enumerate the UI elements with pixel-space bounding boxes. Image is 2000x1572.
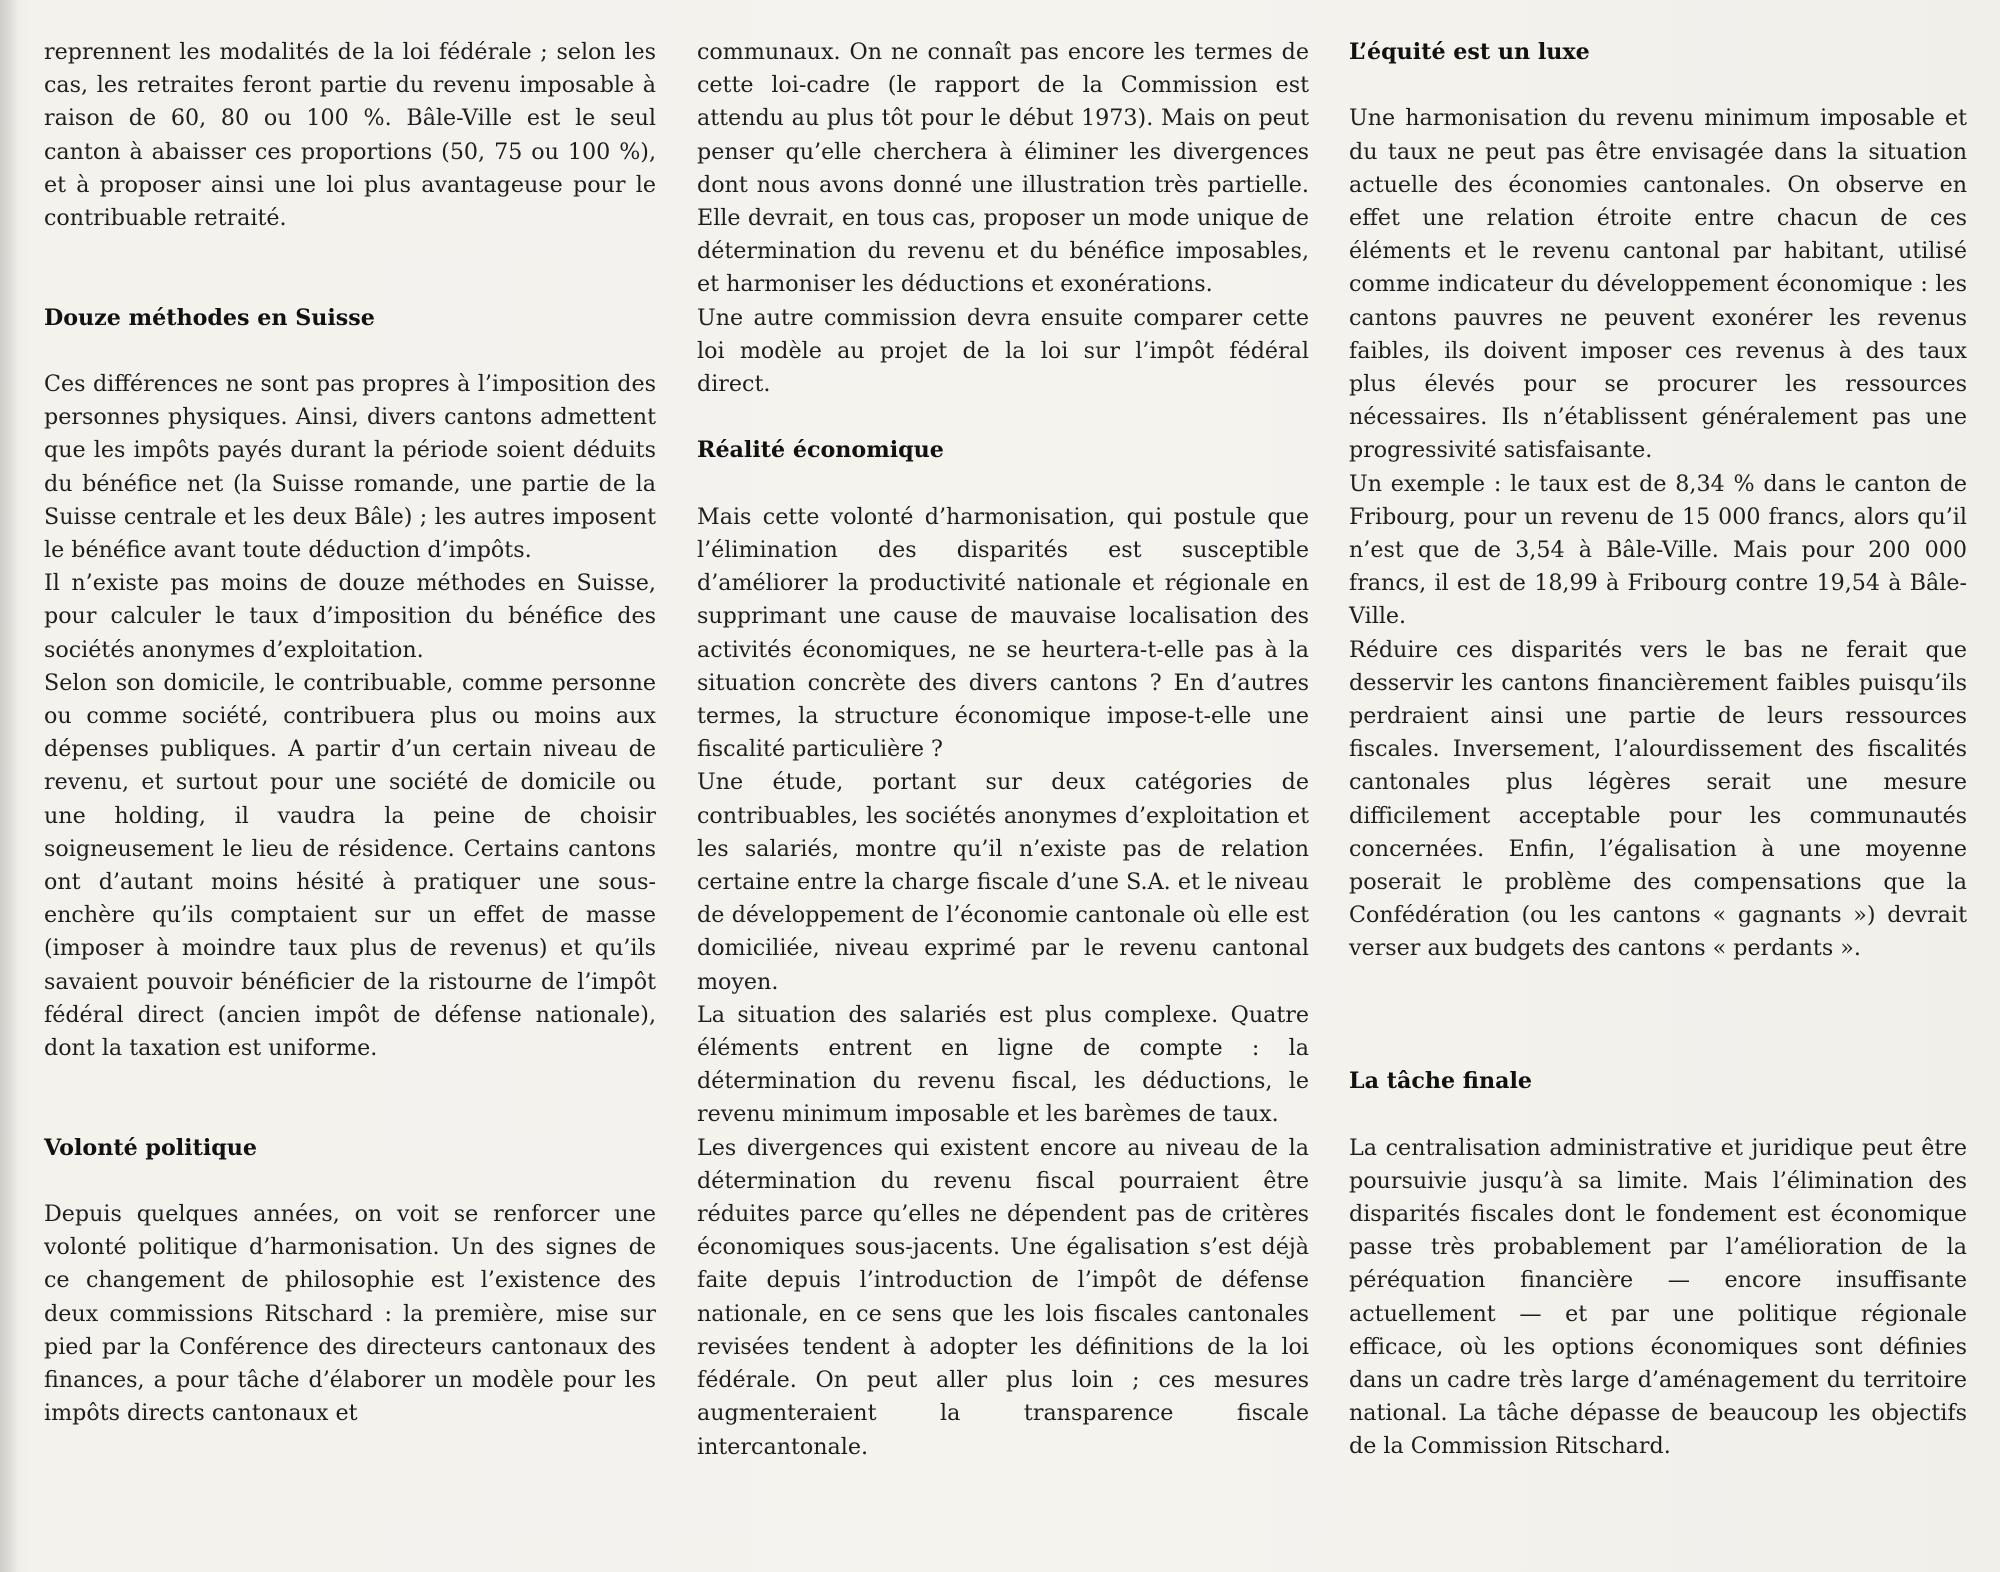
- paragraph-douze-3: Selon son domicile, le contribuable, comme personne ou comme société, contribuera plus ou moins aux dépenses publiques. A partir d’un certain niveau de revenu, et surtout pour une société de domicile ou une holding, il vaudra la peine de choisir soigneusement le lieu de résidence. Certains cantons ont d’autant moins hésité à pratiquer une sous-enchère qu’ils comptaient sur un effet de masse (imposer à moindre taux plus de revenus) et qu’ils savaient pouvoir bénéficier de la ristourne de l’impôt fédéral direct (ancien impôt de défense nationale), dont la taxation est uniforme.: [44, 669, 656, 1062]
- paragraph-douze-1: Ces différences ne sont pas propres à l’imposition des personnes physiques. Ainsi, divers cantons admettent que les impôts payés durant la période soient déduits du bénéfice net (la Suisse romande, une partie de la Suisse centrale et les deux Bâle) ; les autres imposent le bénéfice avant toute déduction d’impôts.: [44, 371, 656, 564]
- column-left: [44, 36, 656, 1430]
- heading-equite-luxe: L’équité est un luxe: [1349, 39, 1590, 65]
- heading-douze-methodes: Douze méthodes en Suisse: [44, 304, 375, 331]
- paragraph-tache: La centralisation administrative et juridique peut être poursuivie jusqu’à sa limite. Mais l’élimination des disparités fiscales dont le fondement est économique passe très probablement par l’amélioration de la péréquation financière — encore insuffisante actuellement — et par une politique régionale efficace, où les options économiques sont définies dans un cadre très large d’aménagement du territoire national. La tâche dépasse de beaucoup les objectifs de la Commission Ritschard.: [1349, 1134, 1967, 1460]
- heading-tache-finale: La tâche finale: [1349, 1068, 1532, 1095]
- binding-shadow: [0, 0, 18, 1572]
- paragraph-realite-1: Mais cette volonté d’harmonisation, qui postule que l’élimination des disparités est susceptible d’améliorer la productivité nationale et régionale en supprimant une cause de mauvaise localisation des activités économiques, ne se heurtera-t-elle pas à la situation concrète des divers cantons ? En d’autres termes, la structure économique impose-t-elle une fiscalité particulière ?: [697, 503, 1309, 763]
- column-right: [1349, 36, 1967, 1464]
- paragraph-continuation-1: communaux. On ne connaît pas encore les termes de cette loi-cadre (le rapport de la Commission est attendu au plus tôt pour le début 1973). Mais on peut penser qu’elle cherchera à éliminer les divergences dont nous avons donné une illustration très partielle. Elle devrait, en tous cas, proposer un mode unique de détermination du revenu et du bénéfice imposables, et harmoniser les déductions et exonérations.: [697, 39, 1309, 298]
- paragraph-equite-1: Une harmonisation du revenu minimum imposable et du taux ne peut pas être envisagée dans la situation actuelle des économies cantonales. On observe en effet une relation étroite entre chacun de ces éléments et le revenu cantonal par habitant, utilisé comme indicateur du développement économique : les cantons pauvres ne peuvent exonérer les revenus faibles, ils doivent imposer ces revenus à des taux plus élevés pour se procurer les ressources nécessaires. Ils n’établissent généralement pas une progressivité satisfaisante.: [1349, 105, 1967, 464]
- paragraph-equite-2: Un exemple : le taux est de 8,34 % dans le canton de Fribourg, pour un revenu de 15 000 francs, alors qu’il n’est que de 3,54 à Bâle-Ville. Mais pour 200 000 francs, il est de 18,99 à Fribourg contre 19,54 à Bâle-Ville.: [1349, 470, 1967, 630]
- paragraph-douze-2: Il n’existe pas moins de douze méthodes en Suisse, pour calculer le taux d’imposition du bénéfice des sociétés anonymes d’exploitation.: [44, 570, 656, 663]
- paragraph-intro: reprennent les modalités de la loi fédérale ; selon les cas, les retraites feront partie du revenu imposable à raison de 60, 80 ou 100 %. Bâle-Ville est le seul canton à abaisser ces proportions (50, 75 ou 100 %), et à proposer ainsi une loi plus avantageuse pour le contribuable retraité.: [44, 39, 656, 232]
- paragraph-volonte: Depuis quelques années, on voit se renforcer une volonté politique d’harmonisation. Un des signes de ce changement de philosophie est l’existence des deux commissions Ritschard : la première, mise sur pied par la Conférence des directeurs cantonaux des finances, a pour tâche d’élaborer un modèle pour les impôts directs cantonaux et: [44, 1201, 656, 1427]
- paragraph-continuation-2: Une autre commission devra ensuite comparer cette loi modèle au projet de la loi sur l’impôt fédéral direct.: [697, 304, 1309, 398]
- column-middle: [697, 36, 1309, 1464]
- heading-volonte-politique: Volonté politique: [44, 1134, 258, 1161]
- paragraph-realite-2: Une étude, portant sur deux catégories de contribuables, les sociétés anonymes d’exploitation et les salariés, montre qu’il n’existe pas de relation certaine entre la charge fiscale d’une S.A. et le niveau de développement de l’économie cantonale où elle est domiciliée, niveau exprimé par le revenu cantonal moyen.: [697, 769, 1309, 995]
- paragraph-realite-3: La situation des salariés est plus complexe. Quatre éléments entrent en ligne de compte : la détermination du revenu fiscal, les déductions, le revenu minimum imposable et les barèmes de taux.: [697, 1001, 1309, 1128]
- heading-realite-economique: Réalité économique: [697, 437, 944, 464]
- paragraph-equite-3: Réduire ces disparités vers le bas ne ferait que desservir les cantons financièrement faibles puisqu’ils perdraient ainsi une partie de leurs ressources fiscales. Inversement, l’alourdissement des fiscalités cantonales plus légères serait une mesure difficilement acceptable pour les communautés concernées. Enfin, l’égalisation à une moyenne poserait le problème des compensations que la Confédération (ou les cantons « gagnants ») devrait verser aux budgets des cantons « perdants ».: [1349, 636, 1967, 962]
- paragraph-realite-4: Les divergences qui existent encore au niveau de la détermination du revenu fiscal pourraient être réduites parce qu’elles ne dépendent pas de critères économiques sous-jacents. Une égalisation s’est déjà faite depuis l’introduction de l’impôt de défense nationale, en ce sens que les lois fiscales cantonales revisées tendent à adopter les définitions de la loi fédérale. On peut aller plus loin ; ces mesures augmenteraient la transparence fiscale intercantonale.: [697, 1134, 1309, 1460]
